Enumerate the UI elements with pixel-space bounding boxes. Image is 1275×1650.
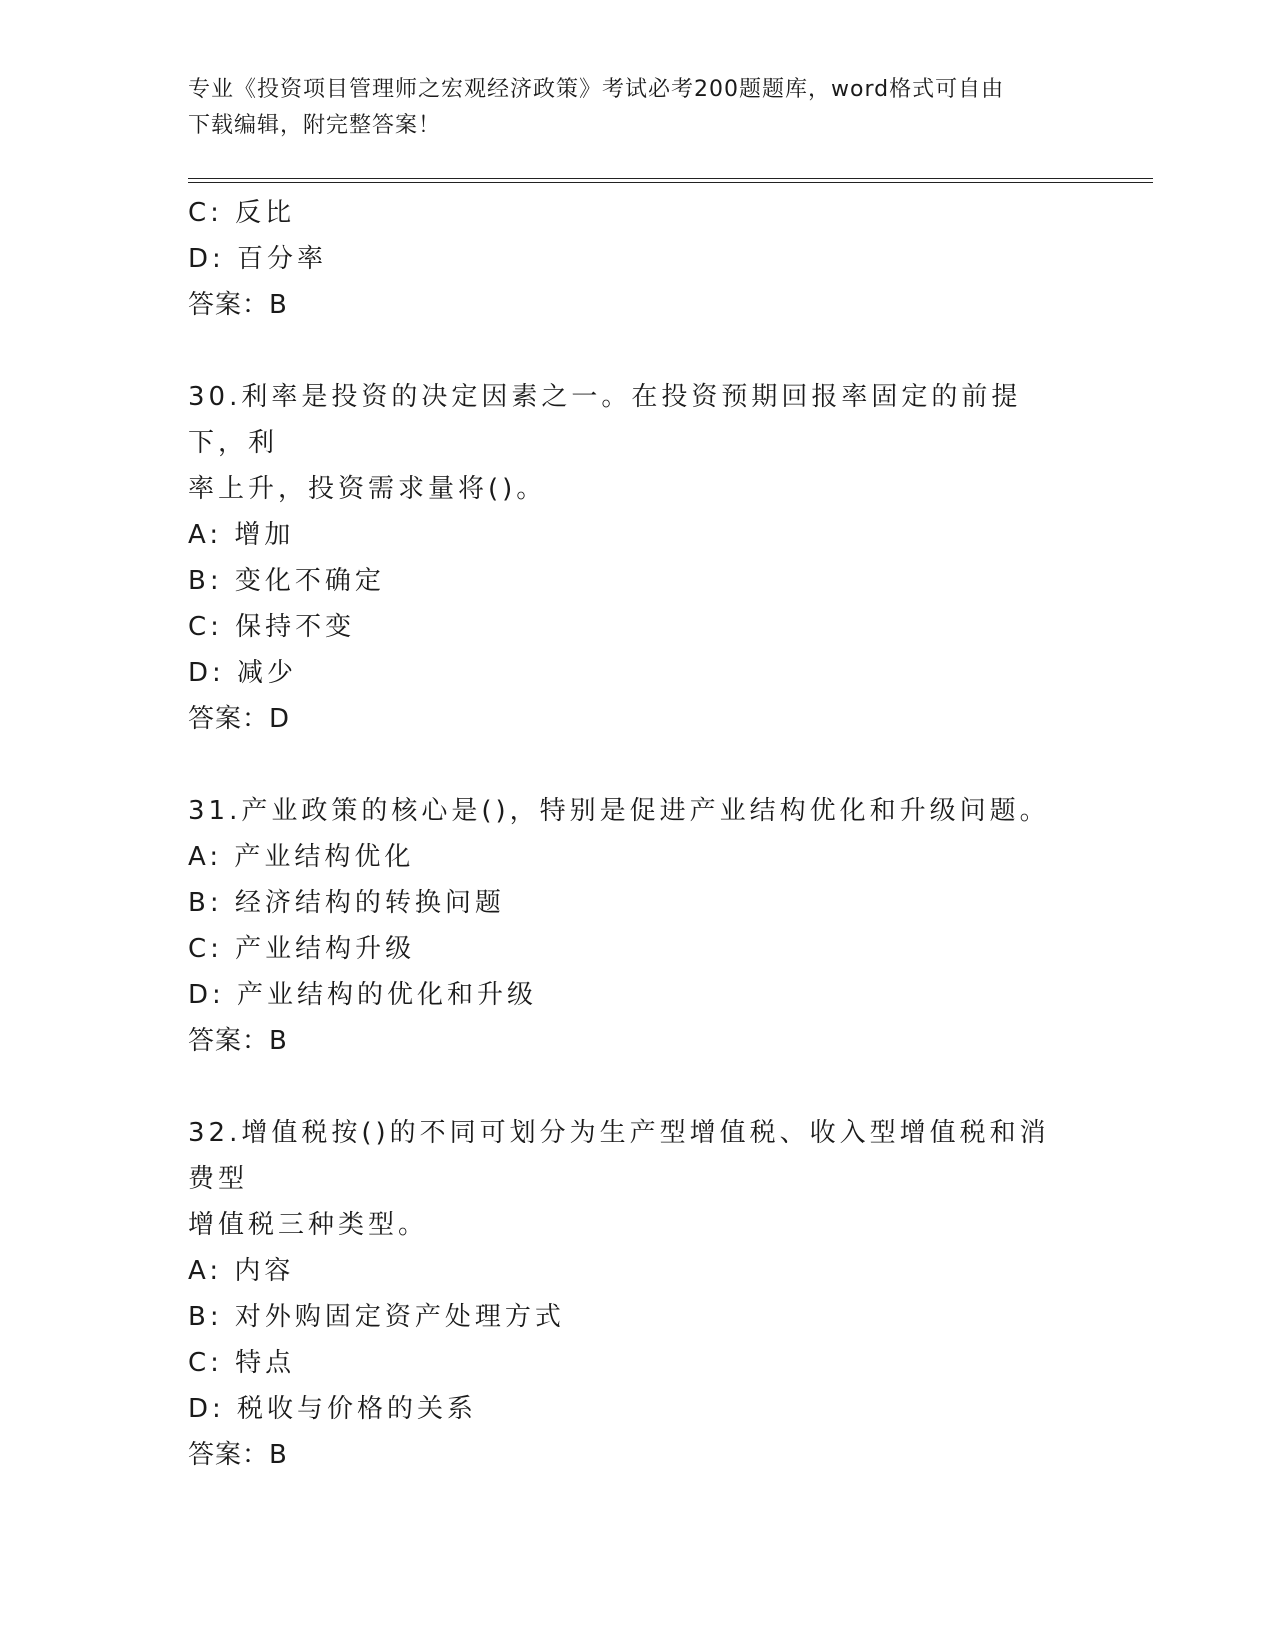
question-30-line-2: 率上升，投资需求量将()。 — [188, 474, 547, 504]
header-line-2: 下载编辑，附完整答案！ — [188, 113, 442, 138]
question-32-option-a: A: 内容 — [188, 1256, 295, 1286]
spacer — [188, 1064, 1088, 1110]
question-31-line-1: 31.产业政策的核心是()，特别是促进产业结构优化和升级问题。 — [188, 796, 1050, 826]
question-30 — [188, 374, 1088, 742]
question-31-option-b: B: 经济结构的转换问题 — [188, 888, 505, 918]
header-divider-bottom — [188, 182, 1153, 183]
question-31-answer: 答案：B — [188, 1026, 288, 1056]
question-32-option-c: C: 特点 — [188, 1348, 296, 1378]
question-31-option-c: C: 产业结构升级 — [188, 934, 416, 964]
header-divider-top — [188, 178, 1153, 179]
prev-question — [188, 190, 1088, 328]
header-line-1: 专业《投资项目管理师之宏观经济政策》考试必考200题题库，word格式可自由 — [188, 77, 1005, 102]
question-31 — [188, 788, 1088, 1064]
spacer — [188, 328, 1088, 374]
question-30-option-c: C: 保持不变 — [188, 612, 356, 642]
document-body — [188, 190, 1088, 1478]
document-header — [188, 72, 1088, 144]
prev-answer: 答案：B — [188, 290, 288, 320]
question-30-line-1: 30.利率是投资的决定因素之一。在投资预期回报率固定的前提下，利 — [188, 382, 1022, 458]
question-31-option-d: D: 产业结构的优化和升级 — [188, 980, 538, 1010]
question-30-option-b: B: 变化不确定 — [188, 566, 385, 596]
question-32 — [188, 1110, 1088, 1478]
question-32-option-d: D: 税收与价格的关系 — [188, 1394, 478, 1424]
question-30-option-a: A: 增加 — [188, 520, 295, 550]
question-31-option-a: A: 产业结构优化 — [188, 842, 415, 872]
question-30-answer: 答案：D — [188, 704, 291, 734]
question-30-option-d: D: 减少 — [188, 658, 298, 688]
prev-option-d: D: 百分率 — [188, 244, 328, 274]
question-32-answer: 答案：B — [188, 1440, 288, 1470]
question-32-line-1: 32.增值税按()的不同可划分为生产型增值税、收入型增值税和消费型 — [188, 1118, 1050, 1194]
prev-option-c: C: 反比 — [188, 198, 296, 228]
question-32-option-b: B: 对外购固定资产处理方式 — [188, 1302, 565, 1332]
question-32-line-2: 增值税三种类型。 — [188, 1210, 429, 1240]
spacer — [188, 742, 1088, 788]
